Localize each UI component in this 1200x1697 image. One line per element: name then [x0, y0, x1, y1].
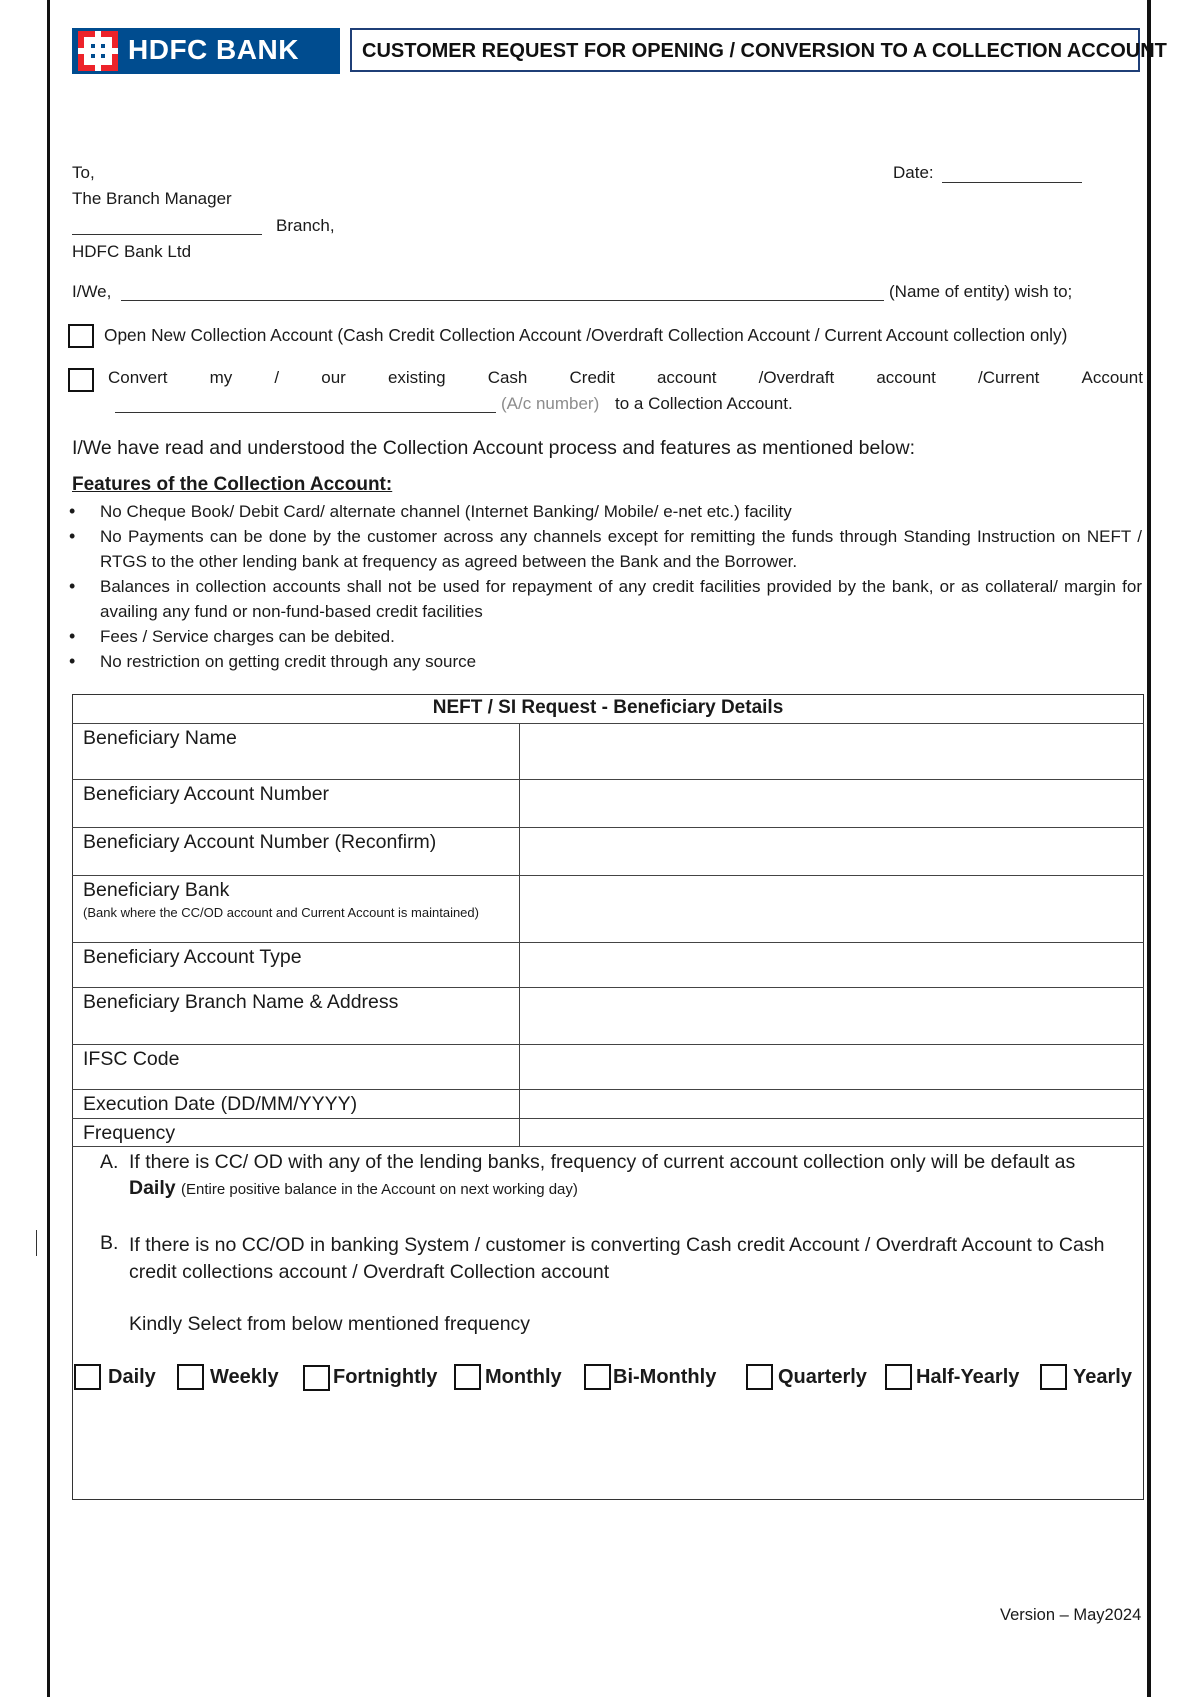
- row-divider: [72, 1118, 1144, 1119]
- frequency-yearly-checkbox[interactable]: [1040, 1364, 1067, 1390]
- row-divider: [72, 723, 1144, 724]
- logo-text: HDFC BANK: [128, 34, 299, 65]
- note-a-daily: Daily: [129, 1177, 176, 1199]
- account-number-hint: (A/c number): [501, 394, 600, 413]
- date-field[interactable]: [942, 182, 1082, 183]
- features-list: [72, 499, 1142, 674]
- list-item: • No Cheque Book/ Debit Card/ alternate channel (Internet Banking/ Mobile/ e-net etc.) facility: [72, 499, 1142, 524]
- ifsc-code-input[interactable]: [521, 1046, 1142, 1088]
- beneficiary-name-input[interactable]: [521, 725, 1142, 778]
- row-divider: [72, 827, 1144, 828]
- execution-date-label: Execution Date (DD/MM/YYYY): [83, 1093, 358, 1115]
- frequency-daily-label: Daily: [108, 1366, 156, 1388]
- frequency-bimonthly-checkbox[interactable]: [584, 1364, 611, 1390]
- bank-name-label: HDFC Bank Ltd: [72, 242, 192, 261]
- note-a-marker: A.: [100, 1151, 119, 1173]
- frequency-daily-checkbox[interactable]: [74, 1364, 101, 1390]
- frequency-fortnightly-checkbox[interactable]: [303, 1365, 330, 1391]
- note-a-text: If there is CC/ OD with any of the lending banks, frequency of current account collection only will be default as: [129, 1151, 1076, 1173]
- convert-account-label: Convert my / our existing Cash Credit account /Overdraft account /Current Account: [108, 368, 1143, 387]
- list-item: • Balances in collection accounts shall not be used for repayment of any credit facilities provided by the bank, or as collateral/ margin for availing any fund or non-fund-based credit facilities: [72, 574, 1142, 624]
- note-b-text: If there is no CC/OD in banking System / customer is converting Cash credit Account / Overdraft Account to Cash credit collections account / Overdraft Collection account: [129, 1234, 1105, 1283]
- note-a-detail: (Entire positive balance in the Account on next working day): [181, 1181, 578, 1198]
- column-divider: [519, 723, 520, 1146]
- frequency-fortnightly-label: Fortnightly: [333, 1366, 438, 1388]
- frequency-half-yearly-checkbox[interactable]: [885, 1364, 912, 1390]
- to-label: To,: [72, 163, 95, 182]
- beneficiary-bank-note: (Bank where the CC/OD account and Current Account is maintained): [83, 905, 479, 920]
- row-divider: [72, 1089, 1144, 1090]
- branch-manager-label: The Branch Manager: [72, 189, 232, 208]
- hdfc-logo-mark-icon: [78, 31, 118, 71]
- date-label: Date:: [893, 163, 934, 182]
- row-divider: [72, 942, 1144, 943]
- beneficiary-branch-label: Beneficiary Branch Name & Address: [83, 991, 399, 1013]
- form-title-box: [350, 28, 1167, 72]
- account-number-field[interactable]: [115, 412, 496, 413]
- beneficiary-branch-input[interactable]: [521, 989, 1142, 1043]
- note-b-marker: B.: [100, 1232, 119, 1254]
- beneficiary-account-reconfirm-input[interactable]: [521, 829, 1142, 874]
- hdfc-logo: [72, 28, 340, 74]
- page-border-right: [1147, 0, 1151, 1697]
- execution-date-input[interactable]: [521, 1091, 1142, 1117]
- beneficiary-name-label: Beneficiary Name: [83, 727, 237, 749]
- row-divider: [72, 779, 1144, 780]
- iwe-label: I/We,: [72, 282, 112, 301]
- row-divider: [72, 987, 1144, 988]
- version-label: Version – May2024: [1000, 1606, 1142, 1624]
- beneficiary-bank-label: Beneficiary Bank: [83, 879, 230, 901]
- row-divider: [72, 1146, 1144, 1147]
- entity-name-field[interactable]: [121, 300, 884, 301]
- beneficiary-bank-input[interactable]: [521, 877, 1142, 941]
- frequency-quarterly-checkbox[interactable]: [746, 1364, 773, 1390]
- beneficiary-account-type-input[interactable]: [521, 944, 1142, 986]
- frequency-monthly-label: Monthly: [485, 1366, 562, 1388]
- beneficiary-account-reconfirm-label: Beneficiary Account Number (Reconfirm): [83, 831, 437, 853]
- entity-suffix-label: (Name of entity) wish to;: [889, 282, 1073, 301]
- frequency-weekly-label: Weekly: [210, 1366, 279, 1388]
- list-item: • No Payments can be done by the customer across any channels except for remitting the funds through Standing Instruction on NEFT / RTGS to the other lending bank at frequency as agreed between the Bank and the Borrower.: [72, 524, 1142, 574]
- kindly-select-text: Kindly Select from below mentioned frequency: [129, 1313, 531, 1335]
- frequency-yearly-label: Yearly: [1073, 1366, 1132, 1388]
- frequency-bimonthly-label: Bi-Monthly: [613, 1366, 717, 1388]
- frequency-weekly-checkbox[interactable]: [177, 1364, 204, 1390]
- acknowledgement-text: I/We have read and understood the Collection Account process and features as mentioned below:: [72, 437, 916, 459]
- form-title: CUSTOMER REQUEST FOR OPENING / CONVERSION TO A COLLECTION ACCOUNT: [362, 40, 1167, 62]
- ifsc-code-label: IFSC Code: [83, 1048, 180, 1070]
- list-item: • No restriction on getting credit through any source: [72, 649, 1142, 674]
- open-new-account-label: Open New Collection Account (Cash Credit Collection Account /Overdraft Collection Account / Current Account collection only): [104, 325, 1068, 345]
- text-cursor: [36, 1230, 37, 1256]
- beneficiary-account-type-label: Beneficiary Account Type: [83, 946, 302, 968]
- page-border-left: [47, 0, 50, 1697]
- beneficiary-account-number-label: Beneficiary Account Number: [83, 783, 330, 805]
- beneficiary-account-number-input[interactable]: [521, 781, 1142, 826]
- row-divider: [72, 1044, 1144, 1045]
- frequency-label: Frequency: [83, 1122, 176, 1144]
- branch-label: Branch,: [276, 216, 335, 235]
- frequency-monthly-checkbox[interactable]: [454, 1364, 481, 1390]
- frequency-input[interactable]: [521, 1120, 1142, 1145]
- branch-name-field[interactable]: [72, 234, 262, 235]
- features-heading: Features of the Collection Account:: [72, 474, 393, 495]
- list-item: • Fees / Service charges can be debited.: [72, 624, 1142, 649]
- frequency-half-yearly-label: Half-Yearly: [916, 1366, 1020, 1388]
- frequency-quarterly-label: Quarterly: [778, 1366, 867, 1388]
- open-new-account-checkbox[interactable]: [68, 324, 94, 348]
- row-divider: [72, 875, 1144, 876]
- convert-account-checkbox[interactable]: [68, 368, 94, 392]
- table-title: NEFT / SI Request - Beneficiary Details: [432, 697, 784, 718]
- account-number-suffix: to a Collection Account.: [615, 394, 793, 413]
